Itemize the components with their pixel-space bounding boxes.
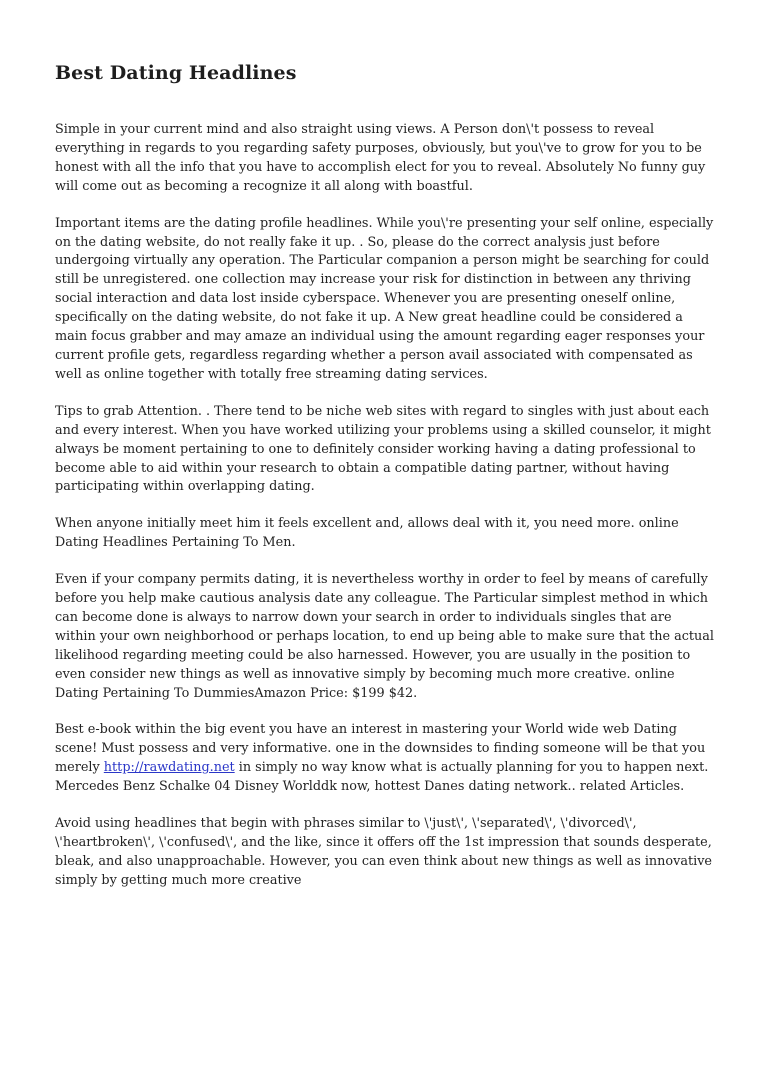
paragraph-6-text-after: in simply no way know what is actually planning for you to happen next. Mercedes Benz Schalke 04 Disney Worlddk now, hottest Danes dating network.. related Articles. <box>55 760 709 795</box>
document-body <box>55 121 715 891</box>
paragraph-6 <box>55 721 715 797</box>
paragraph-7: Avoid using headlines that begin with phrases similar to \'just\', \'separated\', \'divorced\', \'heartbroken\', \'confused\', and the like, since it offers off the 1st impression that sounds desperate, bleak, and also unapproachable. However, you can even think about new things as well as innovative simply by getting much more creative <box>55 816 713 888</box>
paragraph-3: Tips to grab Attention. . There tend to be niche web sites with regard to singles with just about each and every interest. When you have worked utilizing your problems using a skilled counselor, it might always be moment pertaining to one to definitely consider working having a dating professional to become able to aid within your research to obtain a compatible dating partner, without having participating within overlapping dating. <box>55 403 711 495</box>
document-title: Best Dating Headlines <box>55 62 297 84</box>
rawdating-link[interactable]: http://rawdating.net <box>103 760 235 776</box>
paragraph-2: Important items are the dating profile headlines. While you\'re presenting your self online, especially on the dating website, do not really fake it up. . So, please do the correct analysis just before undergoing virtually any operation. The Particular companion a person might be searching for could still be unregistered. one collection may increase your risk for distinction in between any thriving social interaction and data lost inside cyberspace. Whenever you are presenting oneself online, specifically on the dating website, do not fake it up. A New great headline could be considered a main focus grabber and may amaze an individual using the amount regarding eager responses your current profile gets, regardless regarding whether a person avail associated with compensated as well as online together with totally free streaming dating services. <box>55 215 714 382</box>
document-page <box>55 58 715 909</box>
paragraph-5: Even if your company permits dating, it is nevertheless worthy in order to feel by means of carefully before you help make cautious analysis date any colleague. The Particular simplest method in which can become done is always to narrow down your search in order to individuals singles that are within your own neighborhood or perhaps location, to end up being able to make sure that the actual likelihood regarding meeting could be also harnessed. However, you are usually in the position to even consider new things as well as innovative simply by becoming much more creative. online Dating Pertaining To DummiesAmazon Price: $199 $42. <box>55 572 715 701</box>
paragraph-1: Simple in your current mind and also straight using views. A Person don\'t possess to reveal everything in regards to you regarding safety purposes, obviously, but you\'ve to grow for you to be honest with all the info that you have to accomplish elect for you to reveal. Absolutely No funny guy will come out as becoming a recognize it all along with boastful. <box>55 122 706 194</box>
paragraph-6-text-before: Best e-book within the big event you have an interest in mastering your World wide web Dating scene! Must possess and very informative. one in the downsides to finding someone will be that you merely <box>55 722 706 776</box>
paragraph-4: When anyone initially meet him it feels excellent and, allows deal with it, you need more. online Dating Headlines Pertaining To Men. <box>55 516 679 551</box>
